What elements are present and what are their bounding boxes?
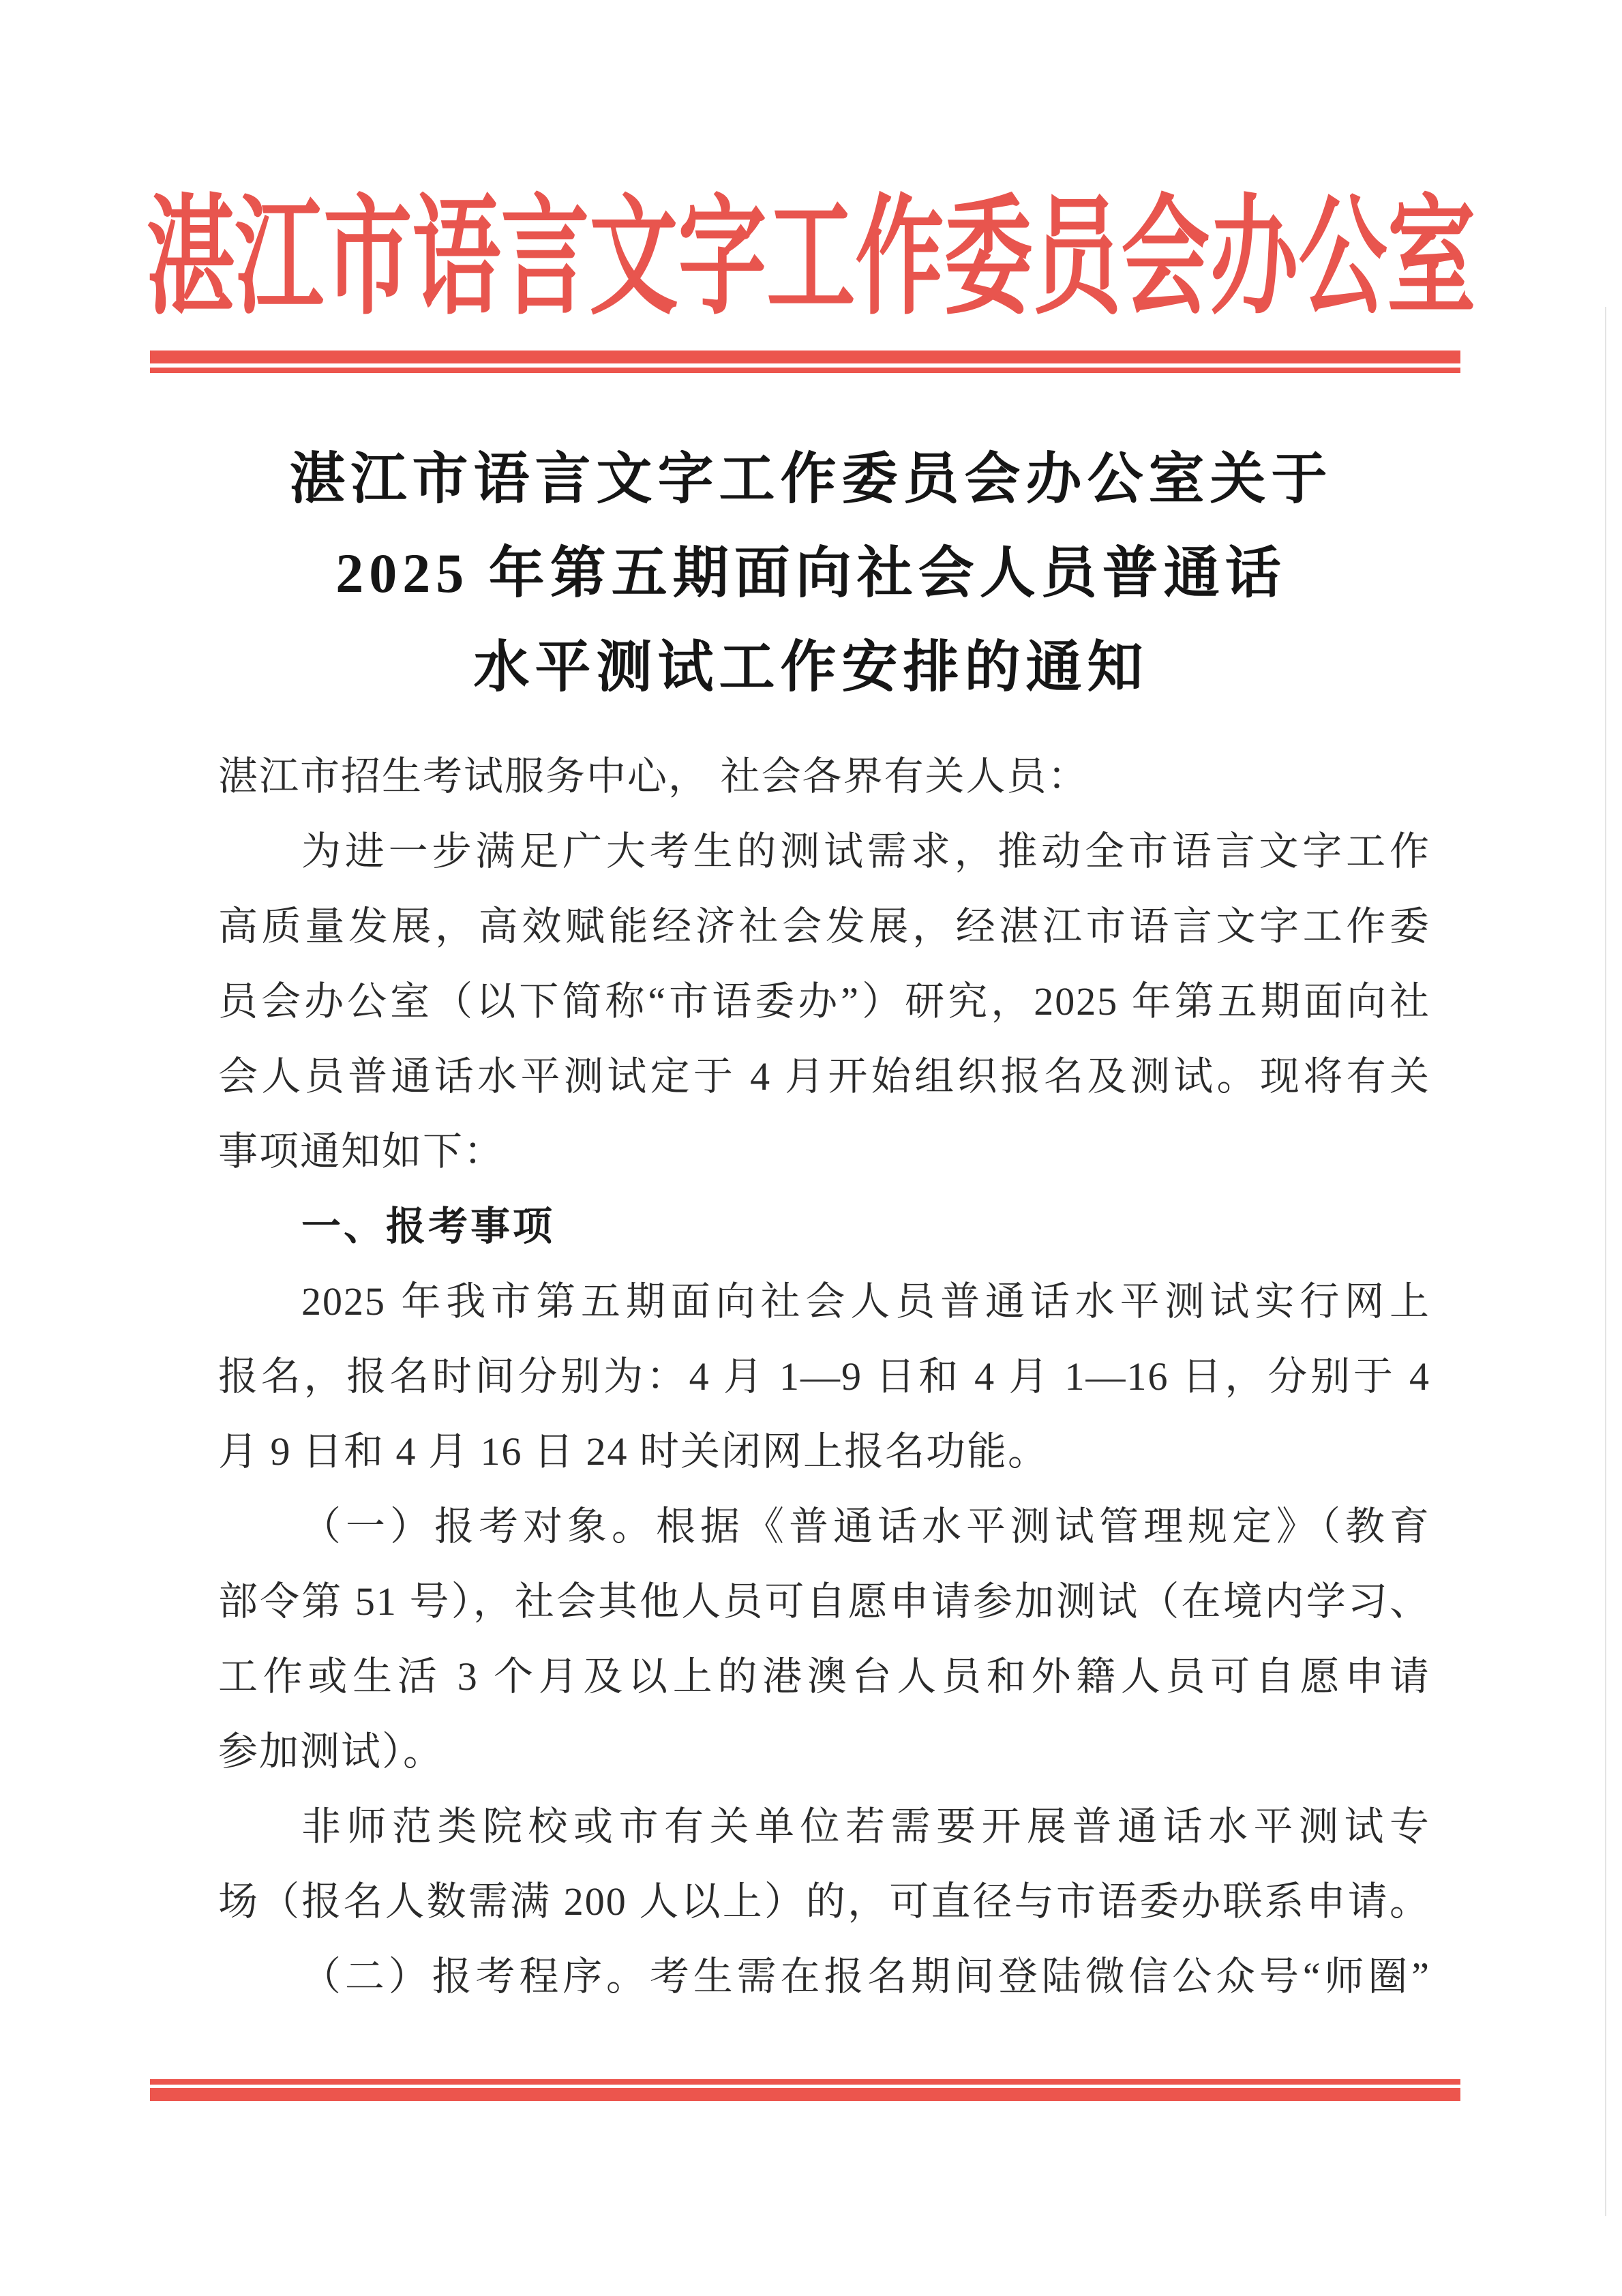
body-line: 2025 年我市第五期面向社会人员普通话水平测试实行网上 — [301, 1279, 1430, 1324]
body-line: 报名，报名时间分别为：4 月 1—9 日和 4 月 1—16 日，分别于 4 — [218, 1354, 1430, 1399]
section-heading: 一、报考事项 — [301, 1204, 556, 1249]
letterhead-rule-thin — [150, 368, 1460, 373]
notice-title-line-3: 水平测试工作安排的通知 — [473, 636, 1149, 698]
body-line: （二）报考程序。考生需在报名期间登陆微信公众号“师圈” — [301, 1954, 1430, 1999]
body-line: 非师范类院校或市有关单位若需要开展普通话水平测试专 — [301, 1804, 1430, 1849]
body-line: 部令第 51 号），社会其他人员可自愿申请参加测试（在境内学习、 — [218, 1579, 1430, 1624]
body-line: 工作或生活 3 个月及以上的港澳台人员和外籍人员可自愿申请 — [218, 1654, 1430, 1699]
body-line: 参加测试）。 — [218, 1729, 445, 1774]
notice-title-line-2: 2025 年第五期面向社会人员普通话 — [335, 542, 1287, 604]
body-line: 湛江市招生考试服务中心， 社会各界有关人员： — [218, 754, 1089, 799]
footer-rule-thin — [150, 2079, 1460, 2085]
body-line: 为进一步满足广大考生的测试需求，推动全市语言文字工作 — [301, 829, 1430, 874]
letterhead-rule-thick — [150, 351, 1460, 363]
scan-edge-artifact — [1605, 307, 1606, 2216]
body-line: 场（报名人数需满 200 人以上）的，可直径与市语委办联系申请。 — [218, 1879, 1430, 1924]
footer-rule-thick — [150, 2088, 1460, 2101]
notice-title-line-1: 湛江市语言文字工作委员会办公室关于 — [289, 448, 1333, 510]
body-line: 高质量发展，高效赋能经济社会发展，经湛江市语言文字工作委 — [218, 904, 1430, 949]
body-line: 会人员普通话水平测试定于 4 月开始组织报名及测试。现将有关 — [218, 1054, 1430, 1099]
notice-title — [0, 432, 1622, 715]
letterhead-title: 湛江市语言文字工作委员会办公室 — [146, 187, 1476, 331]
body-line: 月 9 日和 4 月 16 日 24 时关闭网上报名功能。 — [218, 1429, 1049, 1474]
body-line: 员会办公室（以下简称“市语委办”）研究，2025 年第五期面向社 — [218, 979, 1430, 1024]
body-line: 事项通知如下： — [218, 1129, 505, 1174]
body-line: （一）报考对象。根据《普通话水平测试管理规定》（教育 — [301, 1504, 1430, 1549]
body-text — [218, 739, 1430, 2014]
